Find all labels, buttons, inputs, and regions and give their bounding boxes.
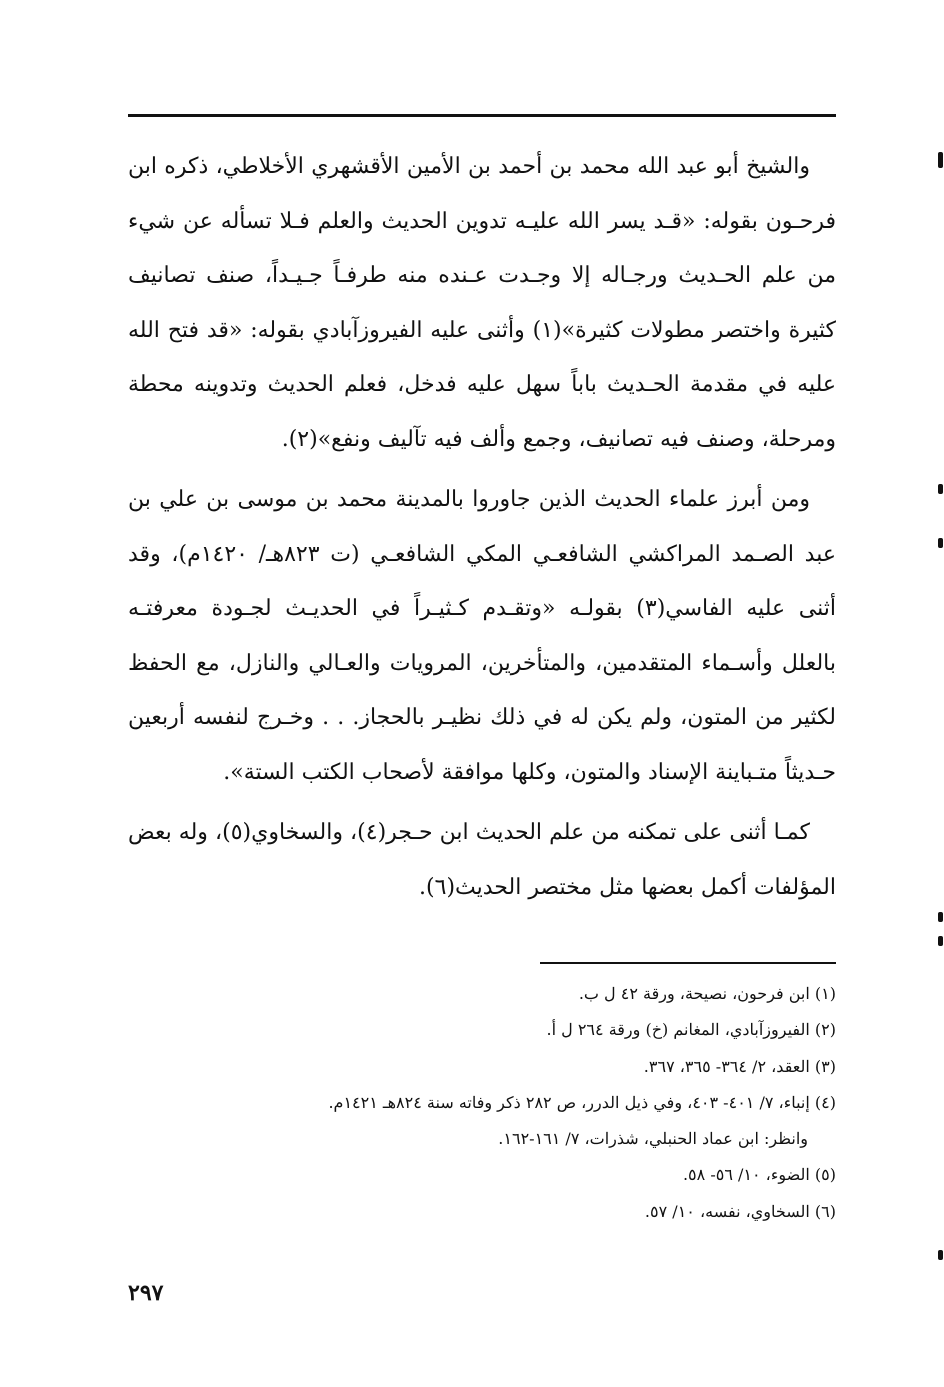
- header-rule: [128, 114, 836, 117]
- footnote-4-continuation: وانظر: ابن عماد الحنبلي، شذرات، ٧/ ١٦١-١٦٢.: [498, 1129, 808, 1149]
- paragraph-2: ومن أبرز علماء الحديث الذين جاوروا بالمدينة محمد بن موسى بن علي بن عبد الصـمد المراكشي الشافعـي المكي الشافعـي (ت ٨٢٣هـ/ ١٤٢٠م)، وقد أثنى عليه الفاسي(٣) بقولـه «وتقـدم كـثيـراً في الحديـث لجـودة معرفتـه بالعلل وأسـماء المتقدمين، والمتأخرين، المرويات والعـالي والنازل، مع الحفظ لكثير من المتون، ولم يكن له في ذلك نظيـر بالحجاز. . . وخـرج لنفسه أربعين حـديثاً متـباينة الإسناد والمتون، وكلها موافقة لأصحاب الكتب الستة».: [128, 487, 836, 785]
- scan-margin-mark: [938, 484, 943, 494]
- footnote-2: (٢) الفيروزآبادي، المغانم (خ) ورقة ٢٦٤ ل أ.: [546, 1020, 836, 1040]
- footnote-6: (٦) السخاوي، نفسه، ١٠/ ٥٧.: [644, 1201, 836, 1221]
- scan-margin-mark: [938, 912, 943, 922]
- scan-margin-mark: [938, 538, 943, 548]
- page-number: ٢٩٧: [128, 1280, 164, 1306]
- main-text: [128, 140, 836, 915]
- paragraph-3: كمـا أثنى على تمكنه من علم الحديث ابن حـجر(٤)، والسخاوي(٥)، وله بعض المؤلفات أكمل بعضها مثل مختصر الحديث(٦).: [128, 820, 836, 900]
- paragraph-1: والشيخ أبو عبد الله محمد بن أحمد بن الأمين الأقشهري الأخلاطي، ذكره ابن فرحـون بقوله: «قـد يسر الله عليـه تدوين الحديث والعلم فـلا تسأله عن شيء من علم الحـديث ورجـاله إلا وجـدت عـنده منه طرفـاً جـيـداً، صنف تصانيف كثيرة واختصر مطولات كثيرة»(١) وأثنى عليه الفيروزآبادي بقوله: «قد فتح الله عليه في مقدمة الحـديث باباً سهل عليه فدخل، فعلم الحديث وتدوينه محطة ومرحلة، وصنف فيه تصانيف، وجمع وألف فيه تآليف ونفع»(٢).: [128, 154, 837, 452]
- footnote-4: (٤) إنباء، ٧/ ٤٠١- ٤٠٣، وفي ذيل الدرر، ص ٢٨٢ ذكر وفاته سنة ٨٢٤هـ ١٤٢١م.: [328, 1092, 836, 1112]
- scan-margin-mark: [938, 936, 943, 946]
- scan-margin-mark: [938, 152, 943, 168]
- footnote-1: (١) ابن فرحون، نصيحة، ورقة ٤٢ ل ب.: [578, 984, 836, 1003]
- footnotes: [128, 976, 836, 1230]
- footnote-separator: [540, 962, 836, 964]
- footnote-3: (٣) العقد، ٢/ ٣٦٤- ٣٦٥، ٣٦٧.: [643, 1056, 836, 1076]
- footnote-5: (٥) الضوء، ١٠/ ٥٦- ٥٨.: [682, 1165, 836, 1185]
- scan-margin-mark: [938, 1250, 943, 1260]
